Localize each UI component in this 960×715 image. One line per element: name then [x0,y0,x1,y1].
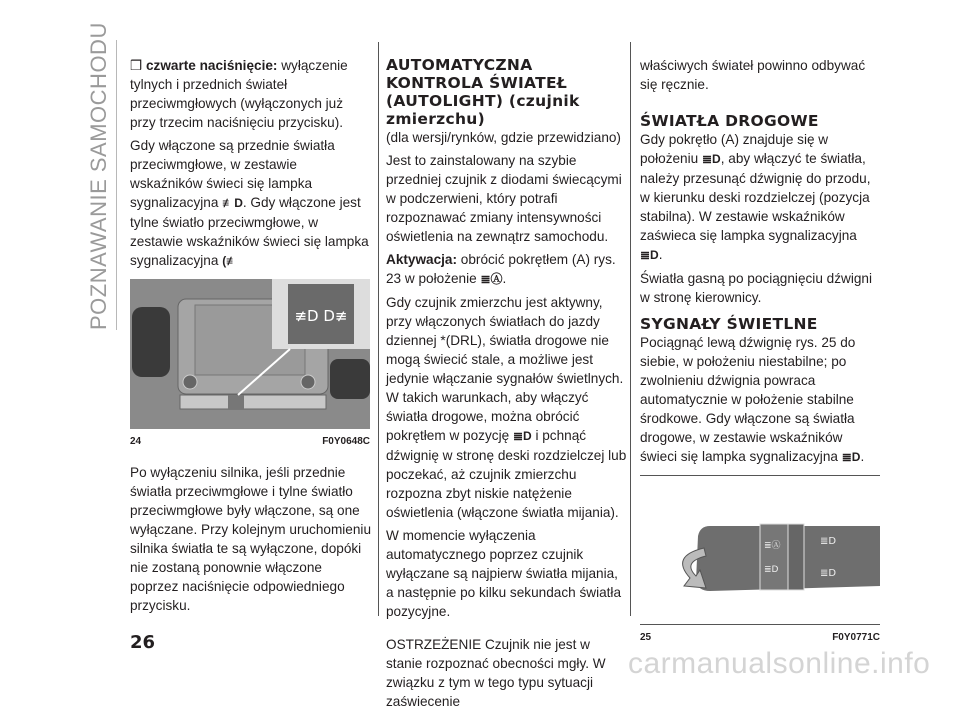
column-3 [640,56,882,649]
auto-light-icon: ≣Ⓐ [480,272,503,286]
page-number: 26 [130,632,156,653]
paragraph: Światła gasną po pociągnięciu dźwigni w stronę kierownicy. [640,271,872,305]
svg-text:≢D D≢: ≢D D≢ [294,307,348,325]
paragraph: Po wyłączeniu silnika, jeśli przednie światła przeciwmgłowe i tylne światło przeciwmgłowe były włączone, są one wyłączane. Przy kolejnym uruchomieniu silnika światła te są wyłączone, dopóki nie zostaną ponownie włączone poprzez naciśnięcie odpowiedniego przycisku. [130,465,372,613]
text: . [860,449,865,464]
figure-25 [640,475,880,647]
section-title-vertical [86,22,112,330]
paragraph [640,130,882,265]
column-2 [386,56,628,715]
side-divider [116,40,117,330]
paragraph: właściwych świateł powinno odbywać się ręcznie. [640,58,866,92]
dashboard-image [130,279,370,429]
figure-24 [130,279,370,451]
paragraph: (dla wersji/rynków, gdzie przewidziano) [386,130,621,145]
rear-fog-light-icon: (≢ [222,254,239,268]
lead-text: Aktywacja: [386,252,458,267]
figure-code: F0Y0648C [322,436,370,447]
section-heading: ŚWIATŁA DROGOWE [640,112,819,130]
high-beam-icon: ≣D [841,450,861,464]
figure-code: F0Y0771C [832,632,880,643]
paragraph [130,56,372,132]
text: . [658,247,663,262]
section-title: POZNAWANIE SAMOCHODU [86,22,111,330]
paragraph [386,293,628,522]
high-beam-icon: ≣D [512,429,532,443]
column-1 [130,56,372,619]
paragraph: Jest to zainstalowany na szybie przedniej czujnik z diodami świecącymi w podczerwieni, który potrafi rozpoznawać zmiany intensywności oświetlenia na zewnątrz samochodu. [386,153,622,244]
text: wyłączenie tylnych i przednich świateł przeciwmgłowych (wyłączonych już przy trzecim naciśnięciu przycisku). [130,58,348,130]
bullet-icon: ❒ [130,58,143,73]
text: Gdy włączone są przednie światła przeciwmgłowe, w zestawie wskaźników świeci się lampka sygnalizacyjna [130,138,335,210]
high-beam-icon: ≣D [701,152,721,166]
column-divider [630,42,631,616]
svg-text:≣Ⓐ: ≣Ⓐ [764,541,781,551]
paragraph [130,136,372,271]
lead-text: czwarte naciśnięcie: [145,58,278,73]
figure-number: 24 [130,436,142,447]
watermark: carmanualsonline.info [628,647,931,680]
warning-paragraph: OSTRZEŻENIE Czujnik nie jest w stanie rozpoznać obecności mgły. W związku z tym w tego typu sytuacji zaświecenie [386,637,606,709]
section-heading: SYGNAŁY ŚWIETLNE [640,315,818,333]
text: Gdy czujnik zmierzchu jest aktywny, przy włączonych światłach do jazdy dziennej *(DRL), światła drogowe nie mogą świecić stale, a możliwe jest jedynie włączanie sygnałów świetlnych. W takich warunkach, aby włączyć światła drogowe, można obrócić pokrętłem w pozycję [386,295,624,443]
paragraph [640,333,882,467]
paragraph: W momencie wyłączenia automatycznego poprzez czujnik wyłączane są najpierw światła mijania, a następnie po kilku sekundach światła pozycyjne. [386,528,622,619]
text: i pchnąć dźwignię w stronę deski rozdzielczej lub poczekać, aż czujnik zmierzchu rozpozna zbyt niskie natężenie oświetlenia (włączone światła mijania). [386,428,627,520]
section-heading: AUTOMATYCZNA KONTROLA ŚWIATEŁ (AUTOLIGHT) (czujnik zmierzchu) [386,56,580,128]
paragraph: Aktywacja: obrócić pokrętłem (A) rys. 23 w położenie ≣Ⓐ. [386,252,616,286]
figure-number: 25 [640,632,652,643]
text: Pociągnąć lewą dźwignię rys. 25 do siebie, w położeniu niestabilne; po zwolnieniu dźwignia powraca automatycznie w położenie stabilne środkowe. Gdy włączone są światła drogowe, w zestawie wskaźników świeci się lampka sygnalizacyjna [640,335,856,464]
text: obrócić pokrętłem (A) rys. 23 w położenie [386,252,616,286]
text: Gdy pokrętło (A) znajduje się w położeniu [640,132,829,166]
svg-text:≣D: ≣D [820,568,837,579]
column-divider [378,42,379,616]
light-stalk-image [640,476,880,621]
front-fog-light-icon: ≢D [222,196,243,210]
text: , aby włączyć te światła, należy przesunąć dźwignię do przodu, w kierunku deski rozdzielczej (pozycja stabilna). W zestawie wskaźników zaświeca się lampka sygnalizacyjna [640,151,871,243]
svg-text:≣D: ≣D [764,565,779,575]
text: . Gdy włączone jest tylne światło przeciwmgłowe, w zestawie wskaźników świeci się lampka sygnalizacyjna [130,195,369,268]
high-beam-icon: ≣D [640,248,659,262]
svg-text:≣D: ≣D [820,536,837,547]
